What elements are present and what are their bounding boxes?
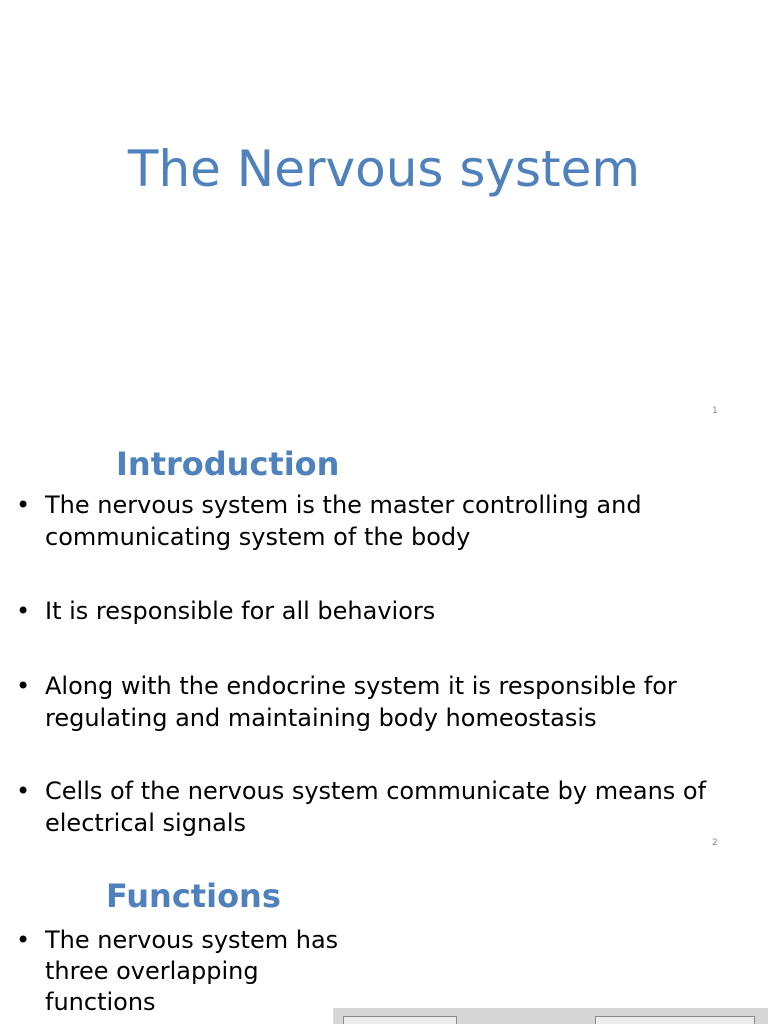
bullet-item: • It is responsible for all behaviors: [0, 595, 760, 627]
bullet-list: [0, 925, 345, 1018]
slide-number: 2: [712, 838, 718, 848]
bullet-item: • The nervous system has three overlapping functions: [0, 925, 345, 1018]
bullet-item: • Cells of the nervous system communicate by means of electrical signals: [0, 775, 760, 839]
image-placeholder: [333, 1008, 768, 1024]
section-title-functions: Functions: [106, 877, 281, 915]
image-frame-right: [595, 1016, 755, 1024]
slide-number: 1: [712, 406, 718, 416]
slide-2: [0, 432, 768, 864]
image-frame-left: [343, 1016, 457, 1024]
bullet-list: [0, 489, 760, 839]
bullet-item: • The nervous system is the master controlling and communicating system of the body: [0, 489, 760, 553]
slide-1: [0, 0, 768, 432]
section-title-introduction: Introduction: [116, 445, 340, 483]
slide-3: [0, 864, 768, 1024]
slide-title: The Nervous system: [127, 140, 641, 198]
bullet-item: • Along with the endocrine system it is responsible for regulating and maintaining body homeostasis: [0, 670, 760, 734]
